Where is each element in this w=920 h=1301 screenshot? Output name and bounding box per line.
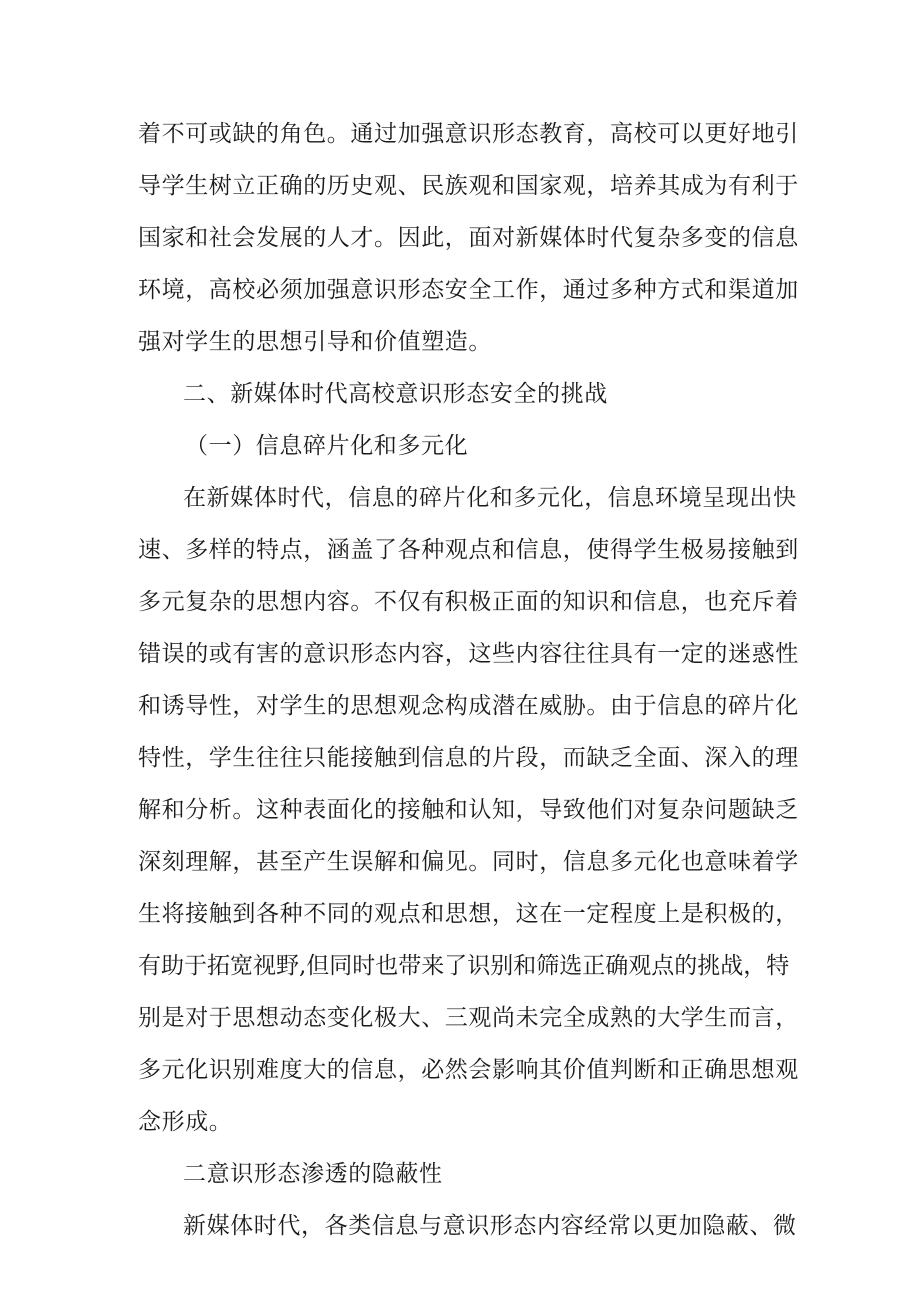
paragraph-line: 深刻理解，甚至产生误解和偏见。同时，信息多元化也意味着学 — [138, 849, 799, 875]
paragraph-line: 别是对于思想动态变化极大、三观尚未完全成熟的大学生而言， — [138, 1005, 799, 1031]
paragraph-line: 国家和社会发展的人才。因此，面对新媒体时代复杂多变的信息 — [138, 225, 799, 251]
subsection-2-paragraph — [138, 1200, 797, 1252]
document-body — [138, 108, 799, 1252]
paragraph-line: 新媒体时代，各类信息与意识形态内容经常以更加隐蔽、微 — [183, 1213, 797, 1239]
section-heading: 二、新媒体时代高校意识形态安全的挑战 — [183, 381, 608, 407]
paragraph-line: 生将接触到各种不同的观点和思想，这在一定程度上是积极的， — [138, 901, 799, 927]
paragraph-line: 着不可或缺的角色。通过加强意识形态教育，高校可以更好地引 — [138, 121, 799, 147]
paragraph-line: 解和分析。这种表面化的接触和认知，导致他们对复杂问题缺乏 — [138, 797, 799, 823]
paragraph-line: 多元复杂的思想内容。不仅有积极正面的知识和信息，也充斥着 — [138, 589, 799, 615]
subsection-heading-1: （一）信息碎片化和多元化 — [185, 433, 469, 459]
paragraph-line: 在新媒体时代，信息的碎片化和多元化，信息环境呈现出快 — [183, 485, 797, 511]
paragraph-line: 和诱导性，对学生的思想观念构成潜在威胁。由于信息的碎片化 — [138, 693, 799, 719]
paragraph-line: 速、多样的特点，涵盖了各种观点和信息，使得学生极易接触到 — [138, 537, 799, 563]
paragraph-line: 环境，高校必须加强意识形态安全工作，通过多种方式和渠道加 — [138, 277, 799, 303]
intro-paragraph — [138, 108, 799, 368]
subsection-1-paragraph — [138, 472, 799, 1148]
paragraph-line: 强对学生的思想引导和价值塑造。 — [138, 329, 492, 355]
paragraph-line: 多元化识别难度大的信息，必然会影响其价值判断和正确思想观 — [138, 1057, 799, 1083]
paragraph-line: 念形成。 — [138, 1109, 233, 1135]
paragraph-line: 导学生树立正确的历史观、民族观和国家观，培养其成为有利于 — [138, 173, 799, 199]
subsection-heading-2: 二意识形态渗透的隐蔽性 — [183, 1161, 443, 1187]
paragraph-line: 特性，学生往往只能接触到信息的片段，而缺乏全面、深入的理 — [138, 745, 799, 771]
paragraph-line: 有助于拓宽视野,但同时也带来了识别和筛选正确观点的挑战，特 — [138, 953, 790, 979]
paragraph-line: 错误的或有害的意识形态内容，这些内容往往具有一定的迷惑性 — [138, 641, 799, 667]
